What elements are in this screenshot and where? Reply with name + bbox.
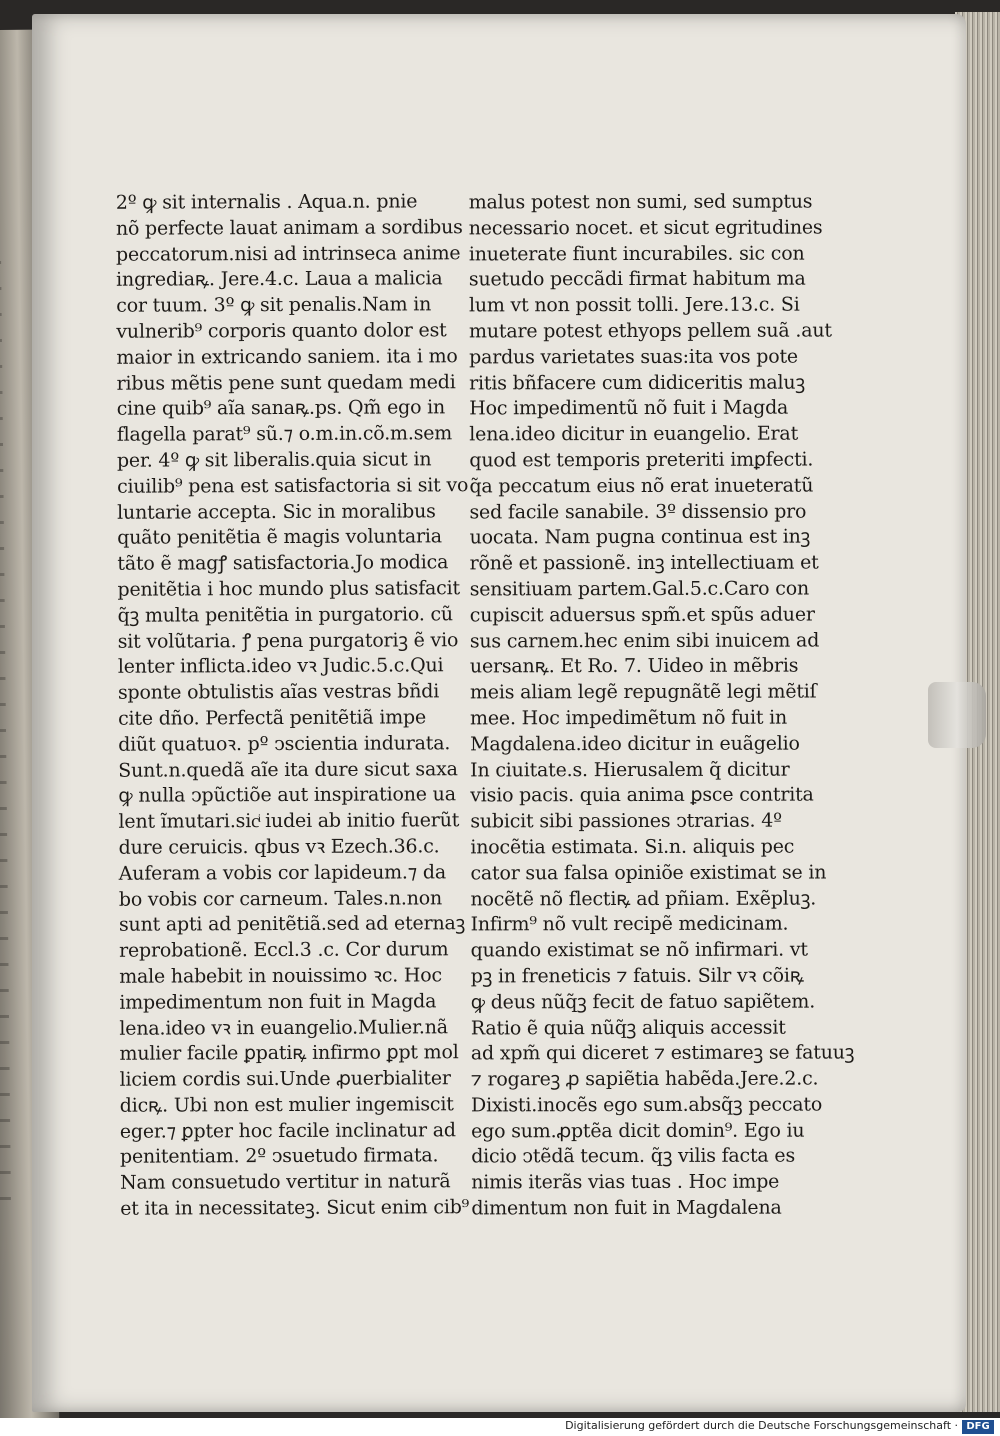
text-line: Infirm⁹ nõ vult recipẽ medicinam. — [470, 912, 789, 936]
text-line: liciem cordis sui.Unde ꝓuerbialiter — [119, 1067, 451, 1091]
text-line: q̃a peccatum eius nõ erat inueteratũ — [469, 474, 814, 498]
text-line: Ratio ẽ quia nũq̃ꝫ aliquis accessit — [470, 1016, 786, 1039]
text-line: suetudo peccãdi firmat habitum ma — [468, 267, 806, 291]
text-line: quãto penitẽtia ẽ magis voluntaria — [117, 525, 442, 550]
footer-credit: Digitalisierung gefördert durch die Deutsche Forschungsgemeinschaft · — [565, 1419, 958, 1432]
text-line: penitentiam. 2º ↄsuetudo firmata. — [119, 1144, 439, 1169]
text-line: uocata. Nam pugna continua est inꝫ — [469, 525, 811, 549]
text-line: tãto ẽ magꝭ satisfactoria.Jo modica — [117, 551, 449, 575]
footer-bar — [0, 1418, 1000, 1436]
text-line: Dixisti.inocẽs ego sum.absq̃ꝫ peccato — [471, 1093, 823, 1117]
page-clip — [928, 682, 986, 748]
text-line: sus carnem.hec enim sibi inuicem ad — [469, 629, 820, 652]
text-line: rõnẽ et passionẽ. inꝫ intellectiuam et — [469, 551, 819, 575]
text-line: per. 4º ꝙ sit liberalis.quia sicut in — [116, 448, 432, 472]
text-line: nimis iterãs vias tuas . Hoc impe — [471, 1170, 780, 1194]
text-line: dicꝶ. Ubi non est mulier ingemiscit — [119, 1093, 454, 1117]
text-line: penitẽtia i hoc mundo plus satisfacit — [117, 577, 460, 601]
text-line: peccatorum.nisi ad intrinseca anime — [115, 241, 461, 266]
text-line: inocẽtia estimata. Si.n. aliquis pec — [470, 835, 795, 859]
text-line: lenter inflicta.ideo vꝛ Judic.5.c.Qui — [117, 654, 444, 679]
text-line: cupiscit aduersus spm̃.et spũs aduer — [469, 603, 815, 627]
text-line: ingrediaꝶ. Jere.4.c. Laua a malicia — [116, 267, 443, 292]
text-line: pꝫ in freneticis ⁊ fatuis. Silr vꝛ cõiꝶ — [470, 964, 804, 988]
text-line: bo vobis cor carneum. Tales.n.non — [118, 886, 443, 911]
text-column-left — [115, 189, 470, 1222]
text-line: sunt apti ad penitẽtiã.sed ad eternaꝫ — [118, 912, 466, 937]
text-line: In ciuitate.s. Hierusalem q̃ dicitur — [470, 758, 790, 781]
text-line: inueterate fiunt incurabiles. sic con — [468, 242, 805, 266]
text-line: lent ĩmutari.sicͥ iudei ab initio fuerũt — [118, 809, 460, 833]
text-line: meis aliam legẽ repugnãtẽ legi mẽtiſ — [469, 680, 817, 704]
text-line: maior in extricando saniem. ita i mo — [116, 344, 458, 369]
text-line: cor tuum. 3º ꝙ sit penalis.Nam in — [116, 293, 432, 317]
text-line: ritis bñfacere cum didiceritis maluꝫ — [469, 371, 805, 394]
text-line: 2º ꝙ sit internalis . Aqua.n. pnie — [115, 190, 418, 214]
text-line: mutare potest ethyops pellem suã .aut — [468, 319, 832, 343]
text-line: ciuilib⁹ pena est satisfactoria si sit vo — [116, 473, 469, 498]
text-line: Sunt.n.quedã aĩe ita dure sicut saxa — [118, 757, 458, 782]
text-line: sponte obtulistis aĩas vestras bñdi — [117, 680, 440, 704]
text-line: sensitiuam partem.Gal.5.c.Caro con — [469, 577, 810, 601]
text-line: ꝙ deus nũq̃ꝫ fecit de fatuo sapiẽtem. — [470, 990, 816, 1014]
text-line: dimentum non fuit in Magdalena — [471, 1196, 782, 1220]
text-line: impedimentum non fuit in Magda — [119, 990, 437, 1014]
text-line: dure ceruicis. qbus vꝛ Ezech.36.c. — [118, 835, 440, 859]
text-line: lena.ideo vꝛ in euangelio.Mulier.nã — [119, 1015, 448, 1040]
text-line: Auferam a vobis cor lapideum.⁊ da — [118, 860, 446, 885]
text-line: Magdalena.ideo dicitur in euãgelio — [470, 732, 800, 756]
text-line: subicit sibi passiones ↄtrarias. 4º — [470, 809, 782, 833]
text-line: mulier facile ꝑpatiꝶ infirmo ꝑpt mol — [119, 1041, 459, 1065]
text-line: quod est temporis preteriti imꝑfecti. — [469, 448, 814, 472]
text-line: sit volũtaria. ꝭ pena purgatoriꝫ ẽ vio — [117, 628, 459, 653]
text-line: cite dño. Perfectã penitẽtiã impe — [118, 706, 427, 730]
text-line: q̃ꝫ multa penitẽtia in purgatorio. cũ — [117, 602, 453, 627]
dfg-logo: DFG — [962, 1420, 994, 1434]
text-column-right — [468, 190, 855, 1223]
text-line: vulnerib⁹ corporis quanto dolor est — [116, 319, 447, 343]
text-line: nõ perfecte lauat animam a sordibus — [115, 215, 463, 240]
text-line: eger.⁊ ꝑpter hoc facile inclinatur ad — [119, 1118, 456, 1143]
text-line: reprobationẽ. Eccl.3 .c. Cor durum — [119, 938, 449, 962]
text-line: flagella parat⁹ sũ.⁊ o.m.in.cõ.m.sem — [116, 422, 453, 446]
text-line: sed facile sanabile. 3º dissensio pro — [469, 500, 807, 523]
text-line: pardus varietates suas:ita vos pote — [469, 345, 798, 369]
text-line: cine quib⁹ aĩa sanaꝶ.ps. Qm̃ ego in — [116, 396, 446, 421]
text-line: mee. Hoc impedimẽtum nõ fuit in — [470, 706, 788, 730]
text-line: uersanꝶ. Et Ro. 7. Uideo in mẽbris — [469, 654, 799, 678]
text-line: luntarie accepta. Sic in moralibus — [117, 499, 436, 524]
text-line: ribus mẽtis pene sunt quedam medi — [116, 370, 456, 395]
text-line: nocẽtẽ nõ flectiꝶ ad pñiam. Exẽpluꝫ. — [470, 887, 817, 910]
text-line: cator sua falsa opiniõe existimat se in — [470, 861, 827, 885]
text-line: ego sum.ꝓptẽa dicit domin⁹. Ego iu — [471, 1119, 805, 1143]
text-line: visio pacis. quia anima ꝑsce contrita — [470, 783, 814, 807]
text-line: necessario nocet. et sicut egritudines — [468, 216, 823, 240]
text-line: lena.ideo dicitur in euangelio. Erat — [469, 422, 799, 446]
text-line: malus potest non sumi, sed sumptus — [468, 190, 813, 214]
text-line: ad xpm̃ qui diceret ⁊ estimareꝫ se fatuuꝫ — [470, 1041, 855, 1065]
text-line: lum vt non possit tolli. Jere.13.c. Si — [468, 293, 800, 317]
text-line: diũt quatuoꝛ. pº ↄscientia indurata. — [118, 731, 451, 756]
text-line: et ita in necessitateꝫ. Sicut enim cib⁹ — [120, 1196, 470, 1220]
text-line: quando existimat se nõ infirmari. vt — [470, 938, 808, 962]
text-line: Hoc impedimentũ nõ fuit i Magda — [469, 396, 789, 420]
text-line: ꝙ nulla ↄpũctiõe aut inspiratione ua — [118, 783, 456, 808]
text-line: ⁊ rogareꝫ ꝓ sapiẽtia habẽda.Jere.2.c. — [470, 1067, 819, 1091]
text-line: Nam consuetudo vertitur in naturã — [120, 1170, 451, 1194]
text-line: male habebit in nouissimo ꝛc. Hoc — [119, 964, 443, 988]
facing-page-text-bleed — [0, 240, 11, 1200]
text-line: dicio ↄtẽdã tecum. q̃ꝫ vilis facta es — [471, 1145, 796, 1168]
